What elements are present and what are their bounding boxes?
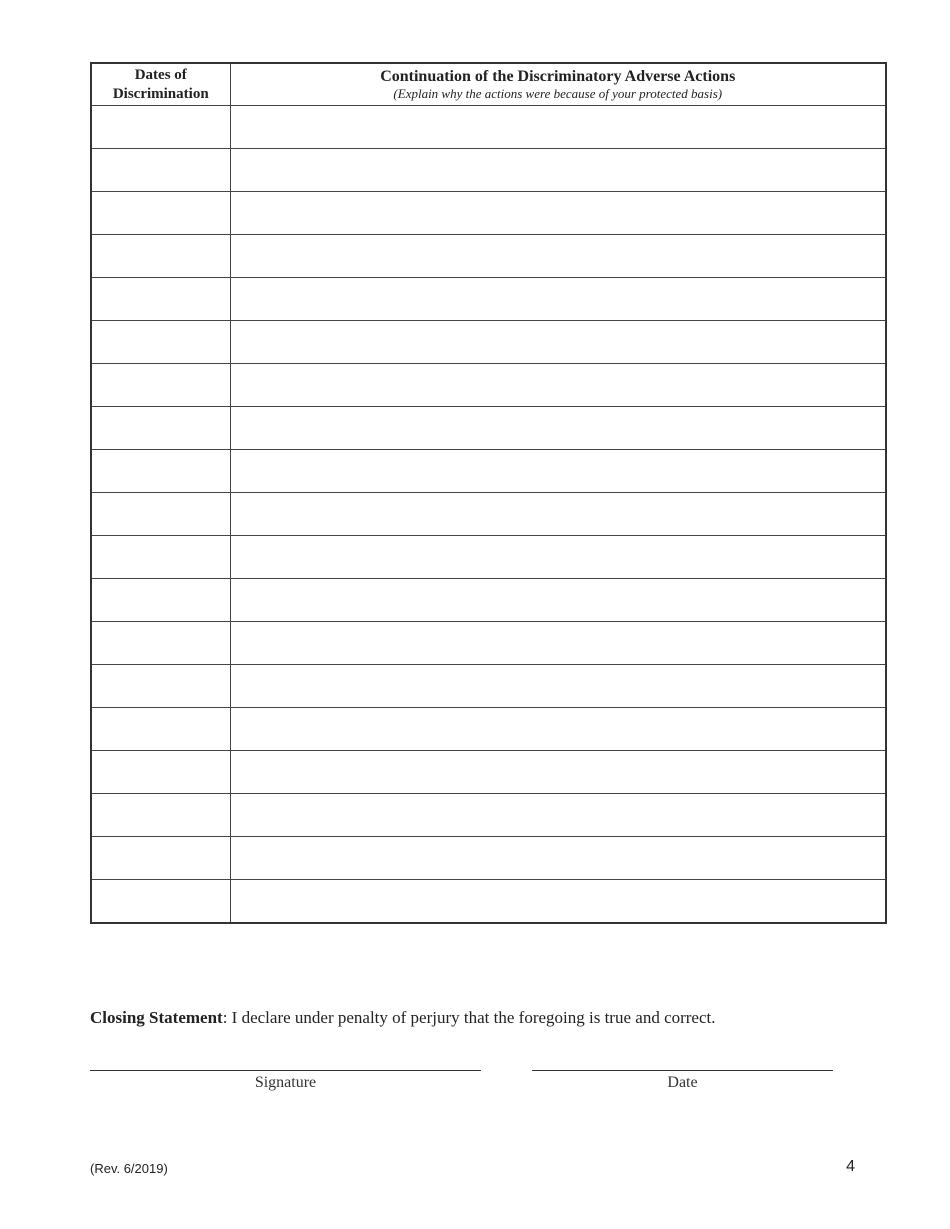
date-of-discrimination-input[interactable] <box>92 321 230 363</box>
table-row <box>91 278 886 321</box>
closing-statement <box>90 1008 716 1028</box>
table-row <box>91 149 886 192</box>
actions-header-title: Continuation of the Discriminatory Adverse Actions <box>380 68 736 85</box>
action-cell <box>230 880 886 924</box>
date-of-discrimination-input[interactable] <box>92 665 230 707</box>
action-cell <box>230 708 886 751</box>
date-of-discrimination-input[interactable] <box>92 579 230 621</box>
dates-column-header <box>91 63 230 106</box>
date-cell <box>91 493 230 536</box>
adverse-action-input[interactable] <box>231 106 886 148</box>
action-cell <box>230 837 886 880</box>
date-of-discrimination-input[interactable] <box>92 106 230 148</box>
table-row <box>91 536 886 579</box>
action-cell <box>230 665 886 708</box>
date-line[interactable] <box>532 1070 833 1071</box>
signature-label: Signature <box>254 1074 317 1091</box>
adverse-actions-table <box>90 62 887 924</box>
action-cell <box>230 450 886 493</box>
adverse-action-input[interactable] <box>231 579 886 621</box>
signature-line[interactable] <box>90 1070 481 1071</box>
adverse-action-input[interactable] <box>231 149 886 191</box>
date-cell <box>91 407 230 450</box>
action-cell <box>230 235 886 278</box>
action-cell <box>230 278 886 321</box>
date-cell <box>91 321 230 364</box>
adverse-action-input[interactable] <box>231 493 886 535</box>
action-cell <box>230 794 886 837</box>
date-cell <box>91 106 230 149</box>
table-row <box>91 106 886 149</box>
table-row <box>91 708 886 751</box>
date-of-discrimination-input[interactable] <box>92 235 230 277</box>
table-body <box>91 106 886 924</box>
action-cell <box>230 751 886 794</box>
date-of-discrimination-input[interactable] <box>92 407 230 449</box>
date-of-discrimination-input[interactable] <box>92 278 230 320</box>
action-cell <box>230 622 886 665</box>
table-row <box>91 235 886 278</box>
adverse-action-input[interactable] <box>231 708 886 750</box>
dates-header-line1: Dates of <box>134 66 187 83</box>
table-row <box>91 321 886 364</box>
adverse-action-input[interactable] <box>231 794 886 836</box>
adverse-action-input[interactable] <box>231 407 886 449</box>
table-row <box>91 579 886 622</box>
table-row <box>91 794 886 837</box>
date-of-discrimination-input[interactable] <box>92 536 230 578</box>
action-cell <box>230 321 886 364</box>
adverse-action-input[interactable] <box>231 665 886 707</box>
adverse-action-input[interactable] <box>231 536 886 578</box>
date-cell <box>91 278 230 321</box>
date-block <box>532 1070 833 1092</box>
table-row <box>91 192 886 235</box>
date-of-discrimination-input[interactable] <box>92 493 230 535</box>
table-header-row <box>91 63 886 106</box>
date-cell <box>91 149 230 192</box>
action-cell <box>230 106 886 149</box>
adverse-action-input[interactable] <box>231 450 886 492</box>
date-of-discrimination-input[interactable] <box>92 364 230 406</box>
date-cell <box>91 794 230 837</box>
date-cell <box>91 837 230 880</box>
action-cell <box>230 192 886 235</box>
table-row <box>91 364 886 407</box>
date-cell <box>91 665 230 708</box>
table-row <box>91 622 886 665</box>
date-of-discrimination-input[interactable] <box>92 708 230 750</box>
date-of-discrimination-input[interactable] <box>92 880 230 922</box>
action-cell <box>230 536 886 579</box>
date-of-discrimination-input[interactable] <box>92 450 230 492</box>
action-cell <box>230 149 886 192</box>
table-row <box>91 493 886 536</box>
adverse-action-input[interactable] <box>231 751 886 793</box>
table-row <box>91 665 886 708</box>
adverse-action-input[interactable] <box>231 278 886 320</box>
date-cell <box>91 880 230 924</box>
date-cell <box>91 364 230 407</box>
table-row <box>91 407 886 450</box>
adverse-action-input[interactable] <box>231 364 886 406</box>
date-of-discrimination-input[interactable] <box>92 837 230 879</box>
adverse-action-input[interactable] <box>231 321 886 363</box>
table-row <box>91 450 886 493</box>
action-cell <box>230 364 886 407</box>
date-of-discrimination-input[interactable] <box>92 192 230 234</box>
date-cell <box>91 751 230 794</box>
table-row <box>91 837 886 880</box>
date-label: Date <box>667 1074 698 1091</box>
action-cell <box>230 579 886 622</box>
revision-note: (Rev. 6/2019) <box>90 1161 168 1176</box>
dates-header-line2: Discrimination <box>112 85 209 102</box>
table-row <box>91 880 886 924</box>
page-number: 4 <box>846 1158 855 1175</box>
table-row <box>91 751 886 794</box>
date-cell <box>91 192 230 235</box>
date-cell <box>91 235 230 278</box>
action-cell <box>230 493 886 536</box>
adverse-action-input[interactable] <box>231 235 886 277</box>
actions-column-header <box>230 63 886 106</box>
adverse-action-input[interactable] <box>231 622 886 664</box>
adverse-action-input[interactable] <box>231 880 886 922</box>
closing-statement-label: Closing Statement <box>90 1008 223 1027</box>
date-of-discrimination-input[interactable] <box>92 794 230 836</box>
date-cell <box>91 450 230 493</box>
adverse-action-input[interactable] <box>231 837 886 879</box>
date-of-discrimination-input[interactable] <box>92 149 230 191</box>
action-cell <box>230 407 886 450</box>
date-cell <box>91 708 230 751</box>
date-cell <box>91 579 230 622</box>
signature-block <box>90 1070 481 1092</box>
adverse-action-input[interactable] <box>231 192 886 234</box>
date-cell <box>91 622 230 665</box>
date-of-discrimination-input[interactable] <box>92 622 230 664</box>
date-of-discrimination-input[interactable] <box>92 751 230 793</box>
date-cell <box>91 536 230 579</box>
actions-header-subtitle: (Explain why the actions were because of your protected basis) <box>393 86 723 101</box>
closing-statement-text: : I declare under penalty of perjury that the foregoing is true and correct. <box>222 1008 716 1027</box>
